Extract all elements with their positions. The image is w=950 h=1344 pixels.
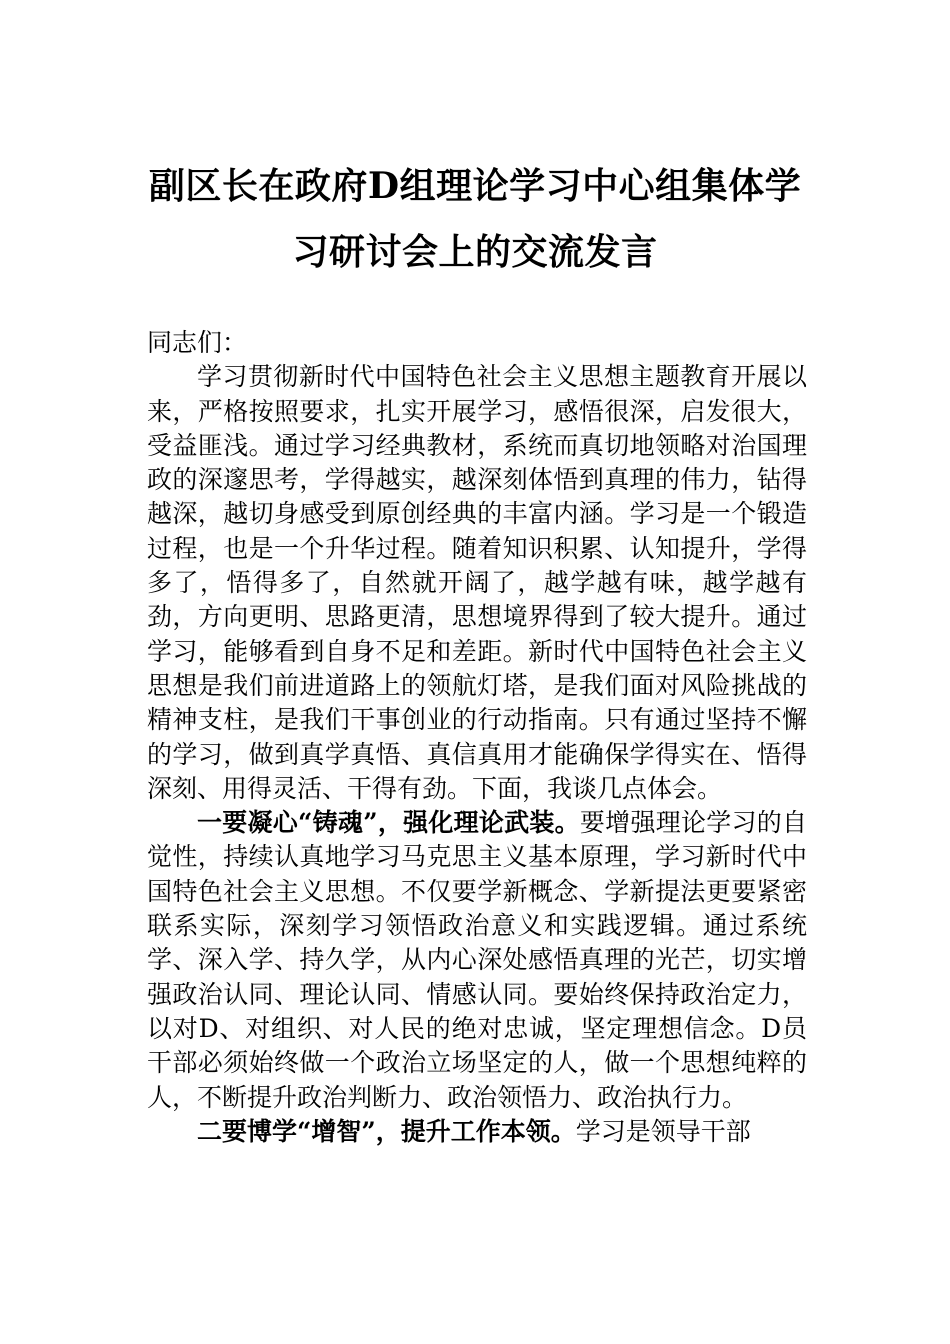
- paragraph-text: 学习贯彻新时代中国特色社会主义思想主题教育开展以来，严格按照要求，扎实开展学习，感悟很深，启发很大，受益匪浅。通过学习经典教材，系统而真切地领略对治国理政的深邃思考，学得越实，越深刻体悟到真理的伟力，钻得越深，越切身感受到原创经典的丰富内涵。学习是一个锻造过程，也是一个升华过程。随着知识积累、认知提升，学得多了，悟得多了，自然就开阔了，越学越有味，越学越有劲，方向更明、思路更清，思想境界得到了较大提升。通过学习，能够看到自身不足和差距。新时代中国特色社会主义思想是我们前进道路上的领航灯塔，是我们面对风险挑战的精神支柱，是我们干事创业的行动指南。只有通过坚持不懈的学习，做到真学真悟、真信真用才能确保学得实在、悟得深刻、用得灵活、干得有劲。下面，我谈几点体会。: [147, 362, 807, 803]
- paragraph-text: 学习是领导干部: [575, 1116, 751, 1146]
- paragraph-point-2: [147, 1115, 807, 1149]
- paragraph-point-1: [147, 806, 807, 1115]
- salutation: 同志们：: [147, 328, 248, 357]
- paragraph-heading: 二要博学“增智”，提升工作本领。: [197, 1116, 576, 1146]
- document-title-line-1: 副区长在政府D组理论学习中心组集体学: [148, 165, 802, 207]
- document-title-line-2: 习研讨会上的交流发言: [292, 231, 658, 273]
- paragraph-heading: 一要凝心“铸魂”，强化理论武装。: [197, 808, 580, 838]
- paragraph-text: 要增强理论学习的自觉性，持续认真地学习马克思主义基本原理，学习新时代中国特色社会主义思想。不仅要学新概念、学新提法更要紧密联系实际，深刻学习领悟政治意义和实践逻辑。通过系统学、深入学、持久学，从内心深处感悟真理的光芒，切实增强政治认同、理论认同、情感认同。要始终保持政治定力，以对D、对组织、对人民的绝对忠诚，坚定理想信念。D员干部必须始终做一个政治立场坚定的人，做一个思想纯粹的人，不断提升政治判断力、政治领悟力、政治执行力。: [147, 808, 807, 1112]
- paragraph-intro: [147, 360, 807, 806]
- document-body: [147, 326, 807, 1149]
